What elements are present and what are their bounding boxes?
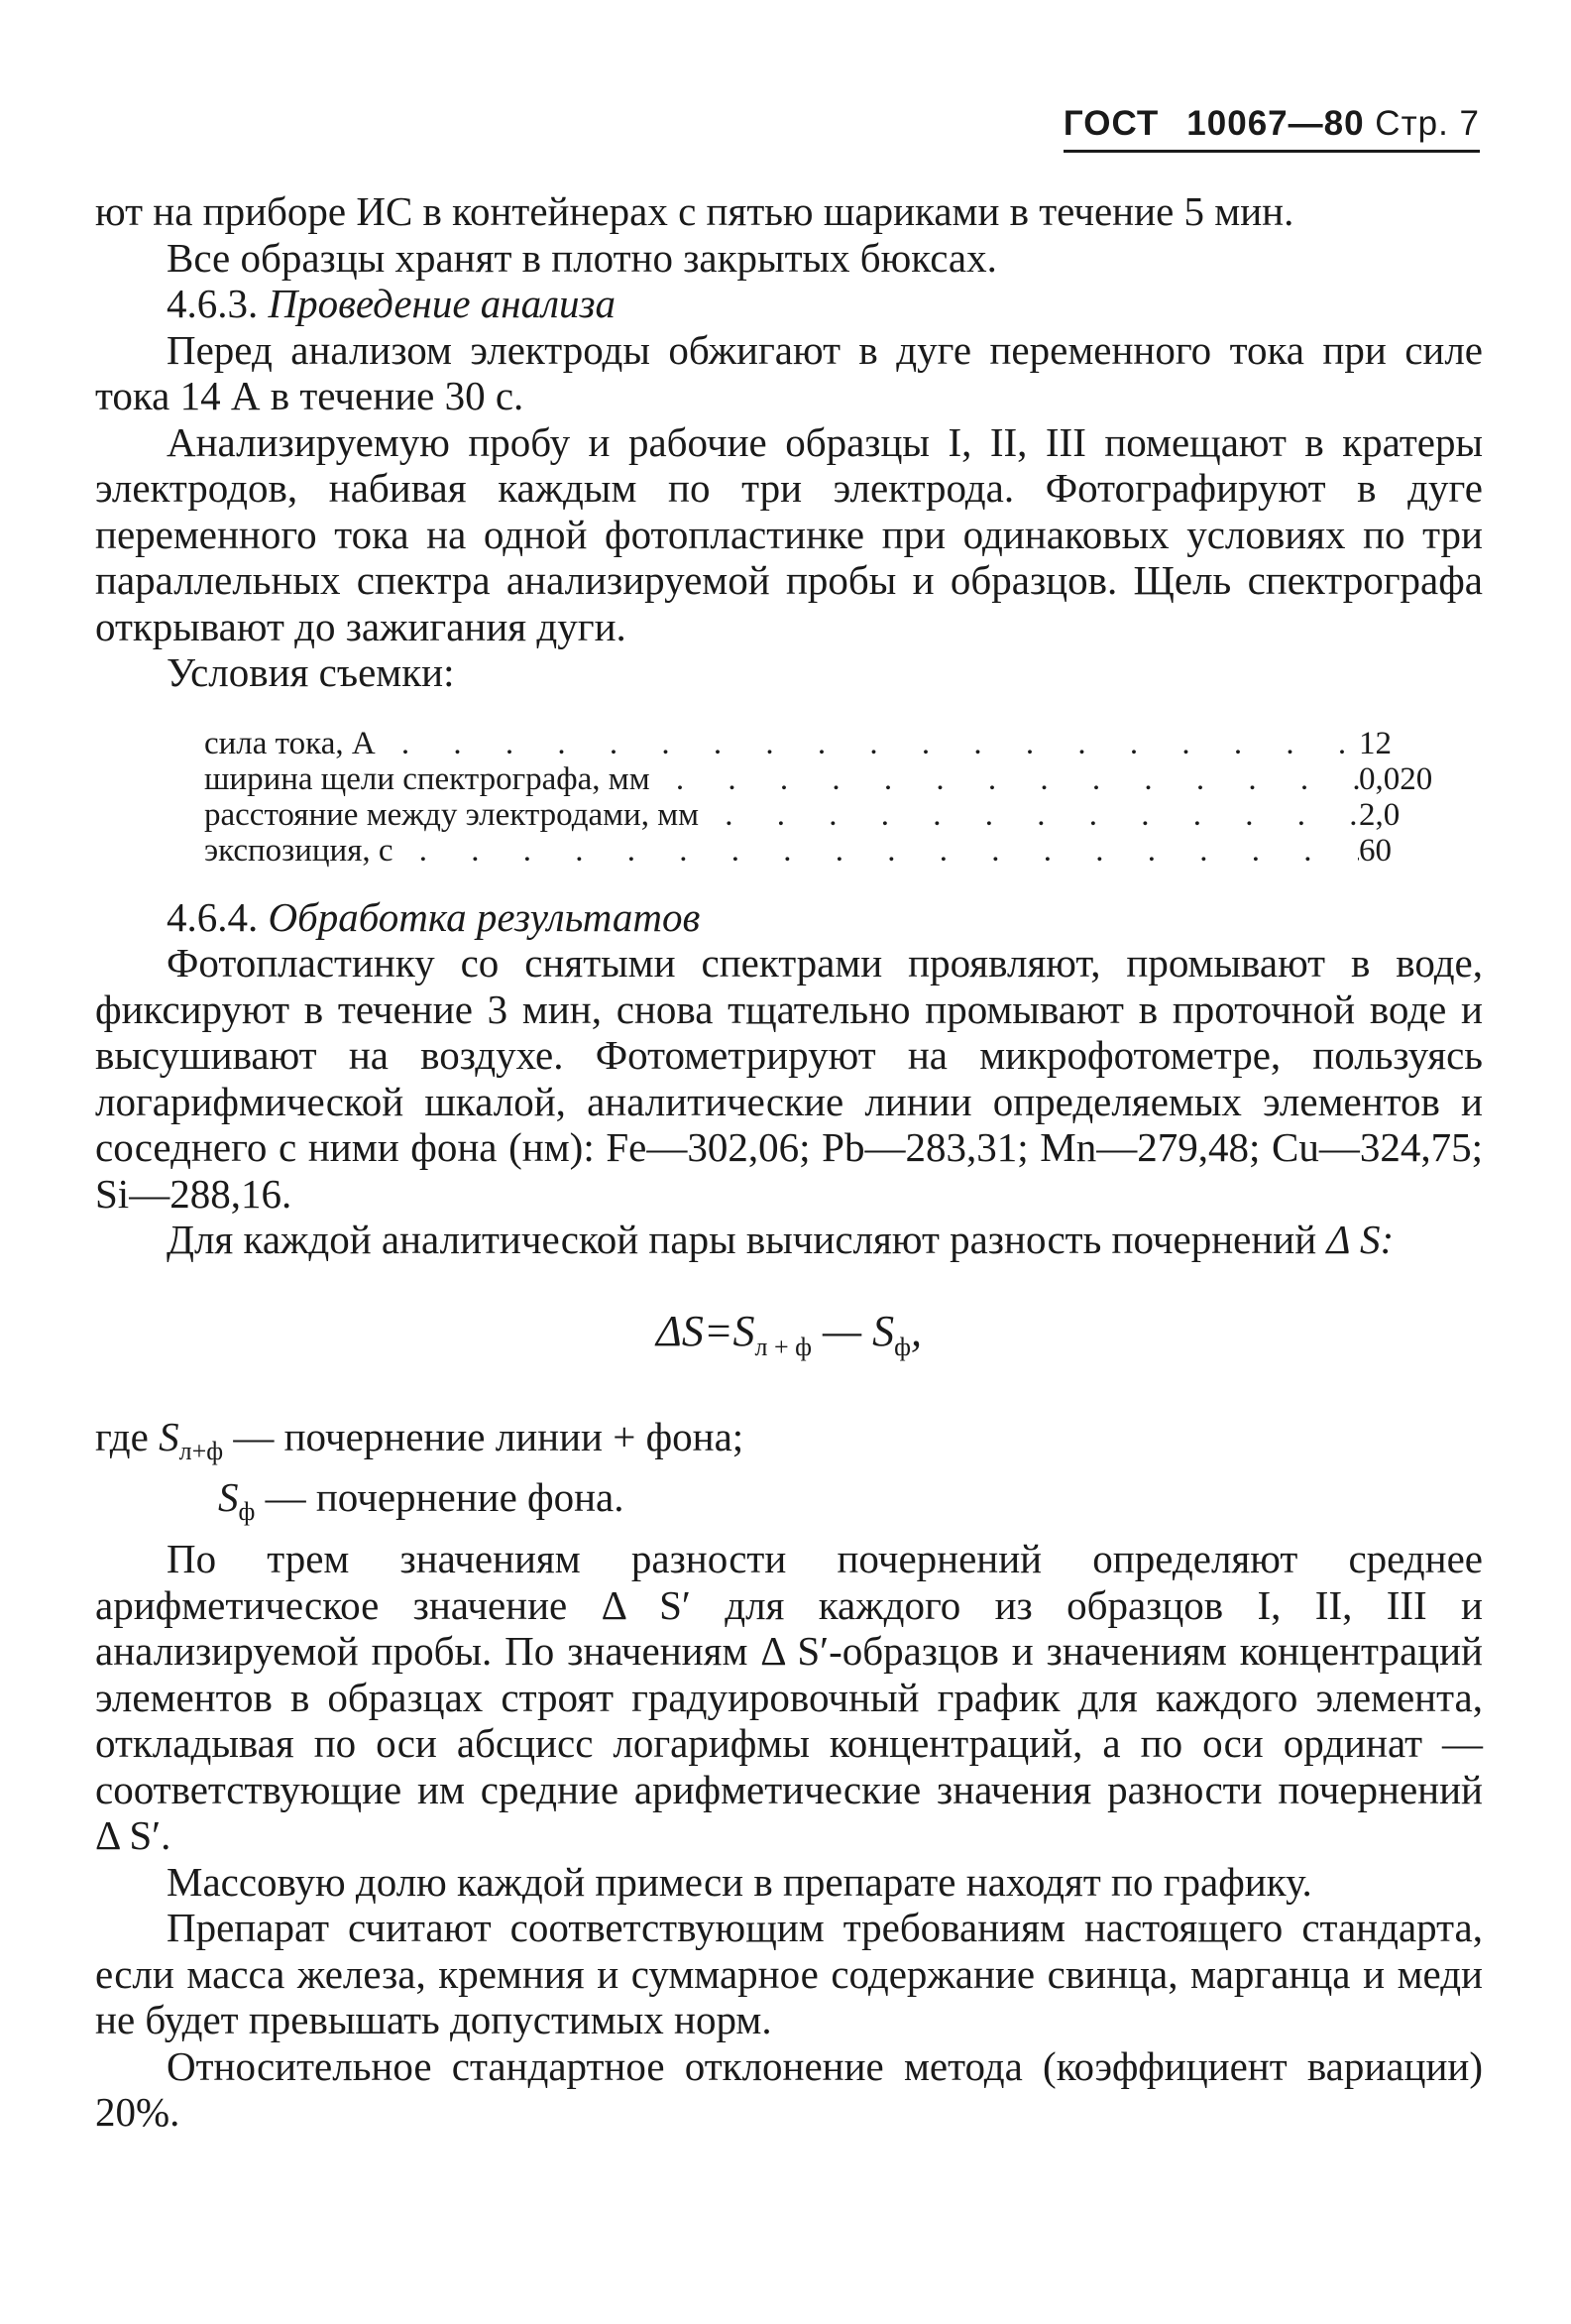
page-number: 7 — [1459, 104, 1480, 143]
paragraph: Относительное стандартное отклонение метода (коэффициент вариации) 20%. — [95, 2042, 1483, 2136]
paragraph: Перед анализом электроды обжигают в дуге переменного тока при силе тока 14 А в течение 30 с. — [95, 326, 1483, 418]
paragraph: Для каждой аналитической пары вычисляют разность почернений Δ S: — [167, 1217, 1395, 1262]
paragraph: Условия съемки: — [167, 649, 455, 695]
page-label: Стр. — [1375, 104, 1449, 143]
condition-row — [204, 726, 1463, 761]
standard-number: 10067—80 — [1186, 104, 1365, 143]
condition-value: 0,020 — [1359, 760, 1433, 797]
condition-row — [204, 761, 1463, 797]
legend-line: $S_ф$ — почернение фона. — [218, 1474, 624, 1527]
condition-row — [204, 797, 1463, 833]
body-text — [95, 188, 1483, 2136]
condition-label: сила тока, А . . . — [204, 726, 1359, 761]
paragraph: Все образцы хранят в плотно закрытых бюксах. — [167, 234, 997, 281]
condition-label: экспозиция, с . . . — [204, 833, 1359, 869]
section-heading-4-6-4: 4.6.4. Обработка результатов — [167, 893, 701, 940]
formula-delta-s: $\Delta S=S_{л + ф}$ — $S_ф$, — [656, 1306, 922, 1361]
condition-label: ширина щели спектрографа, мм . . . — [204, 761, 1359, 797]
condition-label: расстояние между электродами, мм . . . — [204, 797, 1359, 833]
condition-value: 2,0 — [1359, 796, 1401, 833]
paragraph: Препарат считают соответствующим требованиям настоящего стандарта, если масса железа, кремния и суммарное содержание свинца, марганца и меди не будет превышать допустимых норм. — [95, 1905, 1483, 2043]
paragraph: По трем значениям разности почернений определяют среднее арифметическое значение Δ S′ для каждого из образцов I, II, III и анализируемой пробы. По значениям Δ S′-образцов и значениям концентраций элементов в образцах строят градуировочный график для каждого элемента, откладывая по оси абсцисс логарифмы концентраций, а по оси ординат — соответствующие им средние арифметические значения разности почернений Δ S′. — [95, 1536, 1483, 1859]
paragraph: Массовую долю каждой примеси в препарате находят по графику. — [167, 1858, 1312, 1905]
paragraph: Фотопластинку со снятыми спектрами проявляют, промывают в воде, фиксируют в течение 3 мин, снова тщательно промывают в проточной воде и высушивают на воздухе. Фотометрируют на микрофотометре, пользуясь логарифмической шкалой, аналитические линии определяемых элементов и соседнего с ними фона (нм): Fe—302,06; Pb—283,31; Mn—279,48; Cu—324,75; Si—288,16. — [95, 940, 1483, 1217]
condition-row — [204, 833, 1463, 869]
page-header — [1064, 104, 1480, 153]
condition-value: 60 — [1359, 832, 1392, 869]
section-heading-4-6-3: 4.6.3. Проведение анализа — [167, 281, 617, 326]
formula-legend — [95, 1414, 1483, 1536]
condition-value: 12 — [1359, 725, 1392, 761]
shooting-conditions-list — [204, 726, 1483, 869]
paragraph: ют на приборе ИС в контейнерах с пятью шариками в течение 5 мин. — [95, 188, 1294, 234]
legend-line: где $S_{л+ф}$ — почернение линии + фона; — [95, 1413, 744, 1465]
standard-label: ГОСТ — [1063, 104, 1160, 143]
paragraph: Анализируемую пробу и рабочие образцы I, II, III помещают в кратеры электродов, набивая каждым по три электрода. Фотографируют в дуге переменного тока на одной фотопластинке при одинаковых условиях по три параллельных спектра анализируемой пробы и образцов. Щель спектрографа открывают до зажигания дуги. — [95, 418, 1483, 649]
